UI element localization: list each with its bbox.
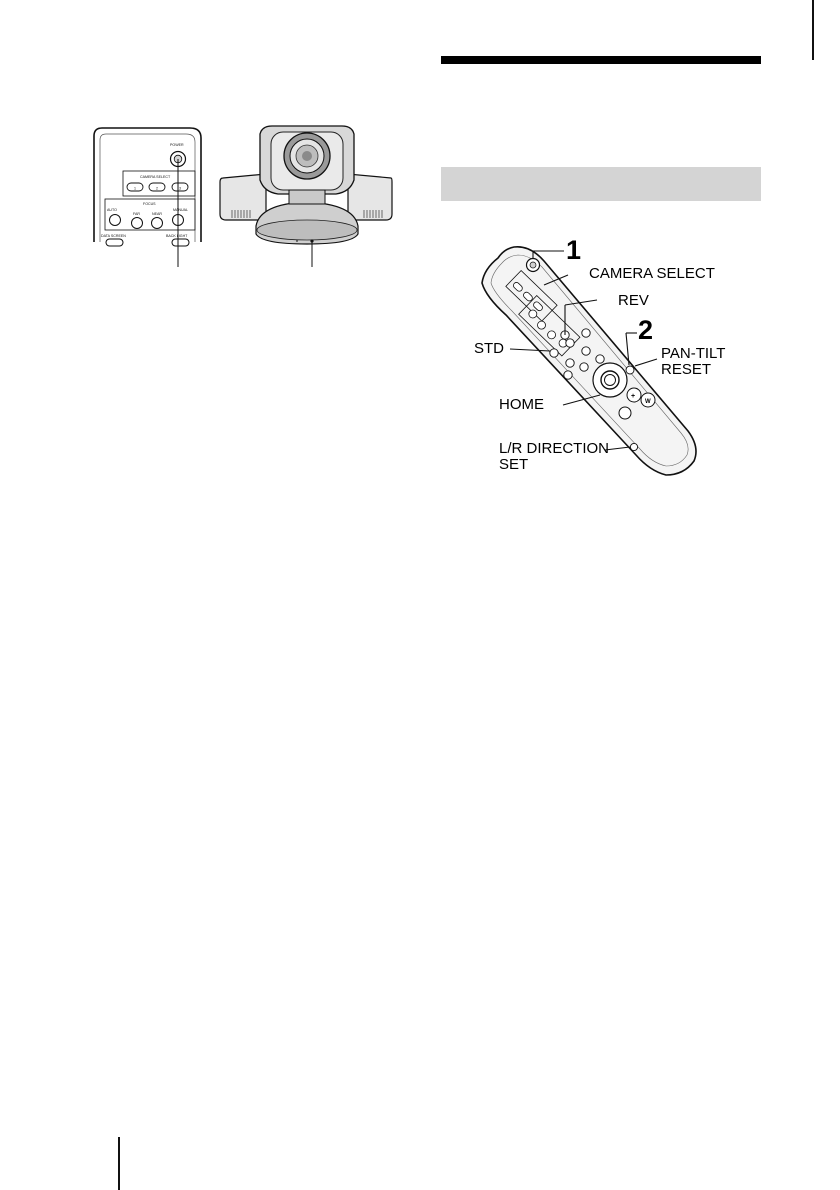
lr-direction-callout: L/R DIRECTION [499,440,610,457]
camera-1-label: 1 [134,186,136,191]
rev-callout: REV [618,292,649,309]
pan-tilt-reset-button [626,366,634,374]
near-label: NEAR [152,212,162,216]
power-label: POWER [170,143,184,147]
std-button [550,349,558,357]
section-heading-band [441,167,761,201]
camera-select-small-label: CAMERA SELECT [140,175,171,179]
reset-callout: RESET [661,361,712,378]
auto-label: AUTO [107,208,117,212]
focus-label: FOCUS [143,202,156,206]
cut-line [812,0,814,60]
manual-label: MANUAL [173,208,188,212]
camera-illustration [220,126,392,267]
std-callout: STD [474,340,504,357]
footer-rule [118,1137,120,1190]
far-label: FAR [133,212,140,216]
heading-bar [441,56,761,64]
step-2-number: 2 [638,315,654,345]
lr-direction-set-button [630,443,637,450]
home-callout: HOME [499,396,544,413]
data-screen-label: DATA SCREEN [101,234,126,238]
step-1-number: 1 [566,235,582,265]
svg-text:+: + [631,393,636,400]
camera-3-label: 3 [179,186,181,191]
camera-select-callout: CAMERA SELECT [589,265,715,282]
camera-2-label: 2 [156,186,158,191]
back-light-label: BACK LIGHT [166,234,188,238]
svg-text:W: W [645,399,651,405]
remote-and-camera-illustration [80,120,410,270]
pan-tilt-callout: PAN-TILT [661,345,726,362]
set-callout: SET [499,456,529,473]
remote-control-top [94,128,201,267]
